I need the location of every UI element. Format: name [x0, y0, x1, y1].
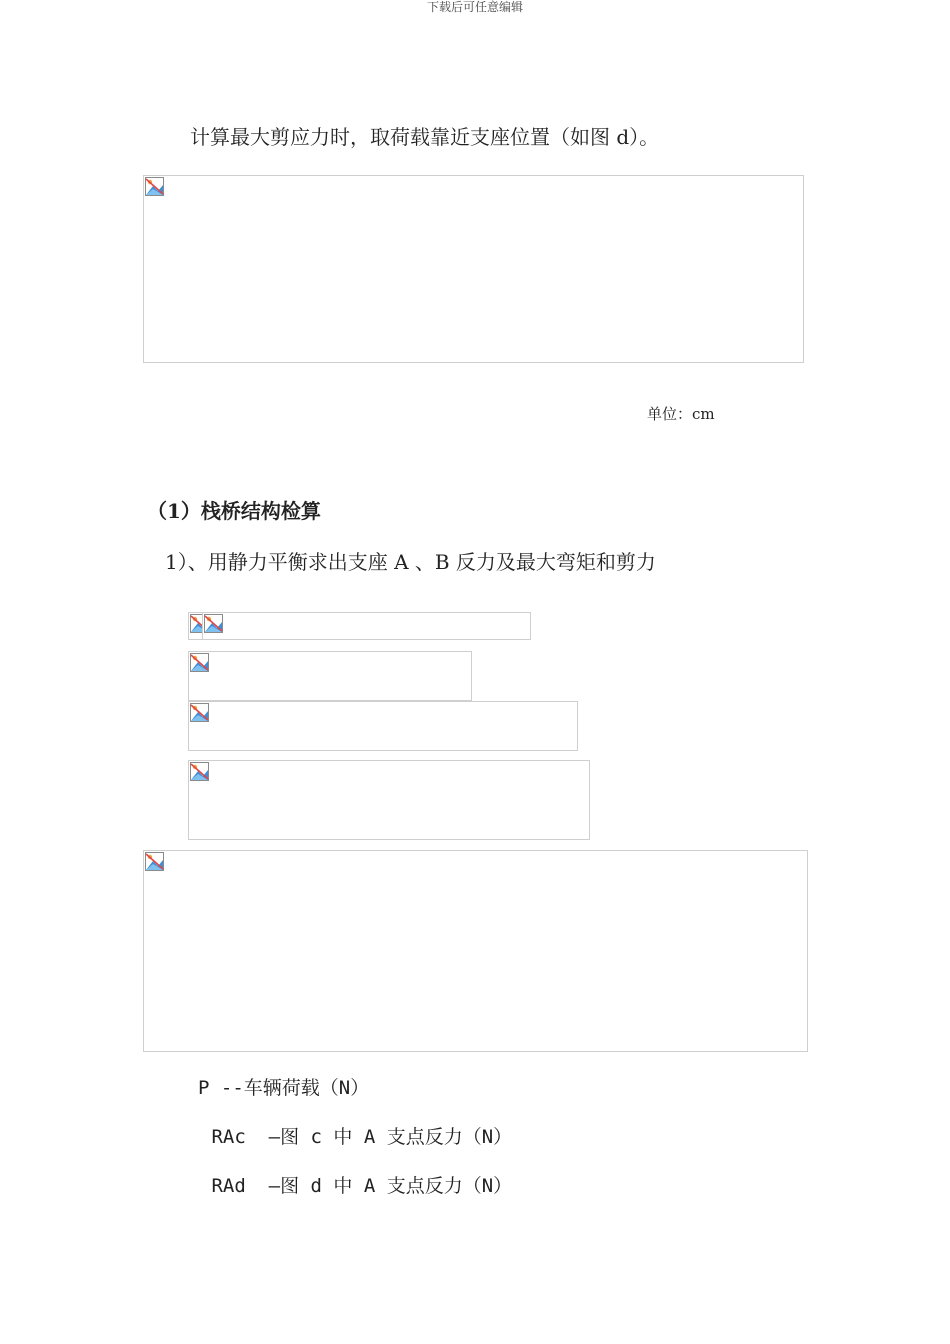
broken-image-icon	[190, 653, 209, 672]
header-note: 下载后可任意编辑	[426, 0, 523, 14]
formula-image-2	[188, 651, 472, 701]
formula-image-1b	[202, 612, 531, 640]
intro-paragraph: 计算最大剪应力时，取荷载靠近支座位置（如图 d）。	[190, 125, 660, 149]
unit-label: 单位：cm	[647, 405, 715, 423]
broken-image-icon	[190, 762, 209, 781]
definition-rad: RAd —图 d 中 A 支点反力（N）	[200, 1175, 513, 1197]
figure-d-image	[143, 175, 804, 363]
broken-image-icon	[145, 177, 164, 196]
load-diagram-image	[143, 850, 808, 1052]
formula-image-4	[188, 760, 590, 840]
section-heading: （1）栈桥结构检算	[147, 499, 321, 523]
formula-image-3	[188, 701, 578, 751]
subsection-heading: 1）、用静力平衡求出支座 A 、B 反力及最大弯矩和剪力	[165, 550, 656, 574]
definition-rac: RAc —图 c 中 A 支点反力（N）	[200, 1126, 513, 1148]
definition-p: P --车辆荷载（N）	[198, 1077, 370, 1099]
broken-image-icon	[204, 614, 223, 633]
broken-image-icon	[145, 852, 164, 871]
broken-image-icon	[190, 703, 209, 722]
